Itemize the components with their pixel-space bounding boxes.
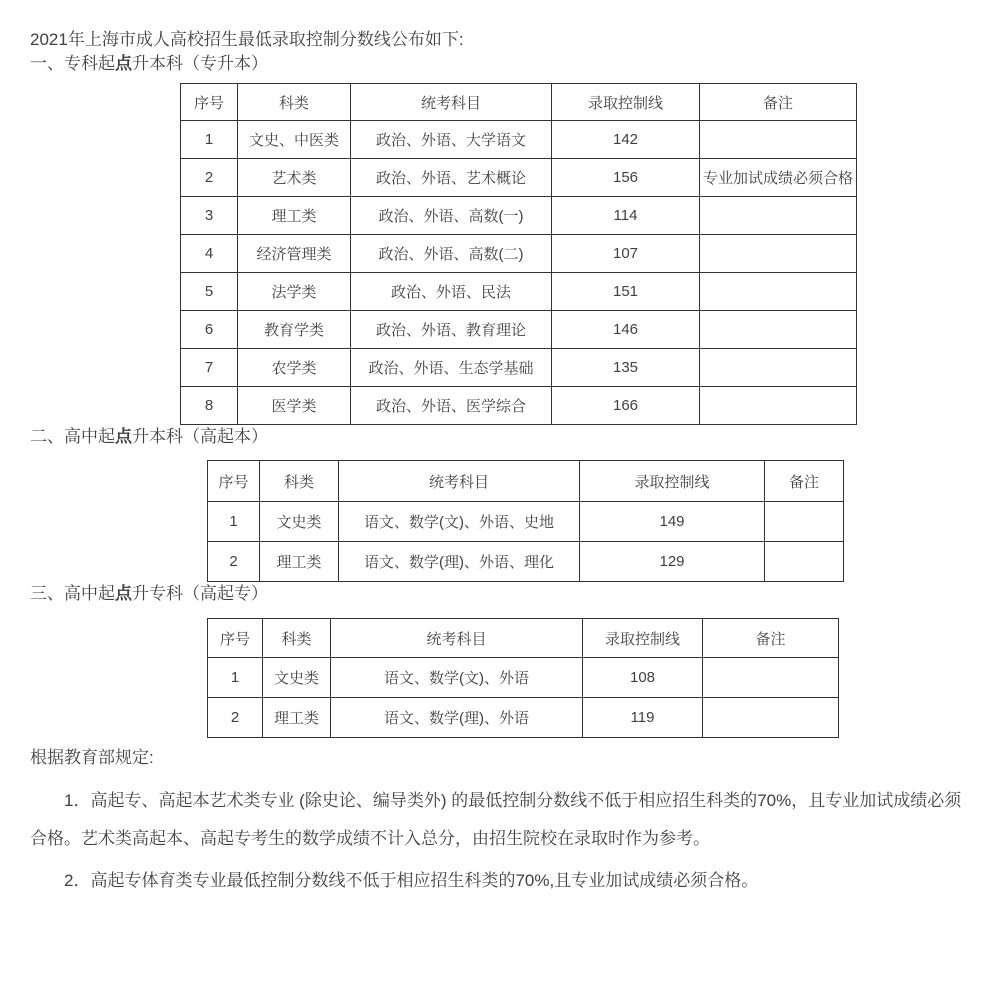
table-cell: 文史类 [263, 658, 331, 698]
column-header: 序号 [181, 84, 238, 121]
column-header: 录取控制线 [552, 84, 700, 121]
column-header: 统考科目 [331, 619, 583, 658]
table-row [181, 387, 857, 425]
heading-text: 升本科（高起本） [132, 427, 268, 446]
table-cell: 4 [181, 235, 238, 273]
table-cell [765, 502, 844, 542]
footnote-intro: 根据教育部规定: [30, 748, 154, 767]
table-cell: 7 [181, 349, 238, 387]
table-row [181, 197, 857, 235]
table-cell: 政治、外语、教育理论 [351, 311, 552, 349]
table-cell: 理工类 [263, 698, 331, 738]
heading-text: 二、高中起 [30, 427, 115, 446]
table-cell [700, 273, 857, 311]
score-table-gaoqizhuan [207, 618, 839, 738]
column-header: 备注 [700, 84, 857, 121]
table-cell: 3 [181, 197, 238, 235]
table-row [181, 159, 857, 197]
column-header: 统考科目 [351, 84, 552, 121]
table-cell: 142 [552, 121, 700, 159]
table-cell: 文史、中医类 [238, 121, 351, 159]
table-cell: 135 [552, 349, 700, 387]
column-header: 科类 [260, 461, 339, 502]
table-cell: 经济管理类 [238, 235, 351, 273]
table-cell: 教育学类 [238, 311, 351, 349]
table-cell: 农学类 [238, 349, 351, 387]
heading-text: 三、高中起 [30, 584, 115, 603]
footnote-2: 2．高起专体育类专业最低控制分数线不低于相应招生科类的70%,且专业加试成绩必须合格。 [64, 871, 759, 890]
table-cell: 政治、外语、艺术概论 [351, 159, 552, 197]
table-cell: 107 [552, 235, 700, 273]
table-cell: 114 [552, 197, 700, 235]
table-row [208, 658, 839, 698]
table-cell: 166 [552, 387, 700, 425]
table-header-row [181, 84, 857, 121]
table-row [208, 502, 844, 542]
table-cell: 108 [583, 658, 703, 698]
table-cell [703, 698, 839, 738]
table-cell: 1 [208, 658, 263, 698]
table-cell: 政治、外语、民法 [351, 273, 552, 311]
column-header: 科类 [263, 619, 331, 658]
table-cell: 法学类 [238, 273, 351, 311]
score-table-zhuanshengben [180, 83, 857, 425]
table-header-row [208, 461, 844, 502]
table-cell: 1 [208, 502, 260, 542]
section-2-heading [30, 425, 966, 449]
heading-text: 升本科（专升本） [132, 54, 268, 73]
table-row [181, 235, 857, 273]
table-cell [700, 387, 857, 425]
table-row [208, 542, 844, 582]
table-cell [700, 121, 857, 159]
table-cell [700, 349, 857, 387]
table-cell: 艺术类 [238, 159, 351, 197]
table-cell: 156 [552, 159, 700, 197]
column-header: 序号 [208, 461, 260, 502]
table-cell [765, 542, 844, 582]
table-cell [700, 235, 857, 273]
table-cell: 语文、数学(文)、外语 [331, 658, 583, 698]
table-row [208, 698, 839, 738]
table-cell: 6 [181, 311, 238, 349]
table-cell: 政治、外语、大学语文 [351, 121, 552, 159]
table-cell [700, 311, 857, 349]
heading-text: 一、专科起 [30, 54, 115, 73]
table-cell: 理工类 [260, 542, 339, 582]
table-cell: 149 [580, 502, 765, 542]
table-cell: 1 [181, 121, 238, 159]
column-header: 录取控制线 [580, 461, 765, 502]
table-cell: 129 [580, 542, 765, 582]
table-row [181, 273, 857, 311]
table-cell: 政治、外语、高数(二) [351, 235, 552, 273]
table-row [181, 121, 857, 159]
heading-emphasis: 点 [115, 427, 132, 446]
table-cell: 146 [552, 311, 700, 349]
column-header: 序号 [208, 619, 263, 658]
table-header-row [208, 619, 839, 658]
table-row [181, 311, 857, 349]
table-cell: 语文、数学(理)、外语 [331, 698, 583, 738]
table-cell: 专业加试成绩必须合格 [700, 159, 857, 197]
score-table-gaoqiben [207, 460, 844, 582]
heading-emphasis: 点 [115, 584, 132, 603]
heading-emphasis: 点 [115, 54, 132, 73]
footnote-1: 1．高起专、高起本艺术类专业 (除史论、编导类外) 的最低控制分数线不低于相应招生科类的70%，且专业加试成绩必须合格。艺术类高起本、高起专考生的数学成绩不计入总分，由招生院校在录取时作为参考。 [30, 791, 962, 848]
table-cell: 2 [181, 159, 238, 197]
section-3-heading [30, 582, 966, 606]
section-1-heading [30, 52, 966, 76]
table-cell: 语文、数学(文)、外语、史地 [339, 502, 580, 542]
table-cell: 151 [552, 273, 700, 311]
column-header: 科类 [238, 84, 351, 121]
table-cell: 119 [583, 698, 703, 738]
heading-text: 升专科（高起专） [132, 584, 268, 603]
table-cell: 语文、数学(理)、外语、理化 [339, 542, 580, 582]
table-cell: 2 [208, 698, 263, 738]
table-cell: 理工类 [238, 197, 351, 235]
table-cell: 2 [208, 542, 260, 582]
table-cell: 文史类 [260, 502, 339, 542]
column-header: 统考科目 [339, 461, 580, 502]
column-header: 备注 [765, 461, 844, 502]
table-cell: 8 [181, 387, 238, 425]
table-cell: 政治、外语、生态学基础 [351, 349, 552, 387]
table-cell: 政治、外语、医学综合 [351, 387, 552, 425]
table-cell: 医学类 [238, 387, 351, 425]
table-cell: 政治、外语、高数(一) [351, 197, 552, 235]
column-header: 录取控制线 [583, 619, 703, 658]
table-cell [703, 658, 839, 698]
table-cell [700, 197, 857, 235]
table-row [181, 349, 857, 387]
column-header: 备注 [703, 619, 839, 658]
page-title: 2021年上海市成人高校招生最低录取控制分数线公布如下: [30, 30, 464, 49]
table-cell: 5 [181, 273, 238, 311]
